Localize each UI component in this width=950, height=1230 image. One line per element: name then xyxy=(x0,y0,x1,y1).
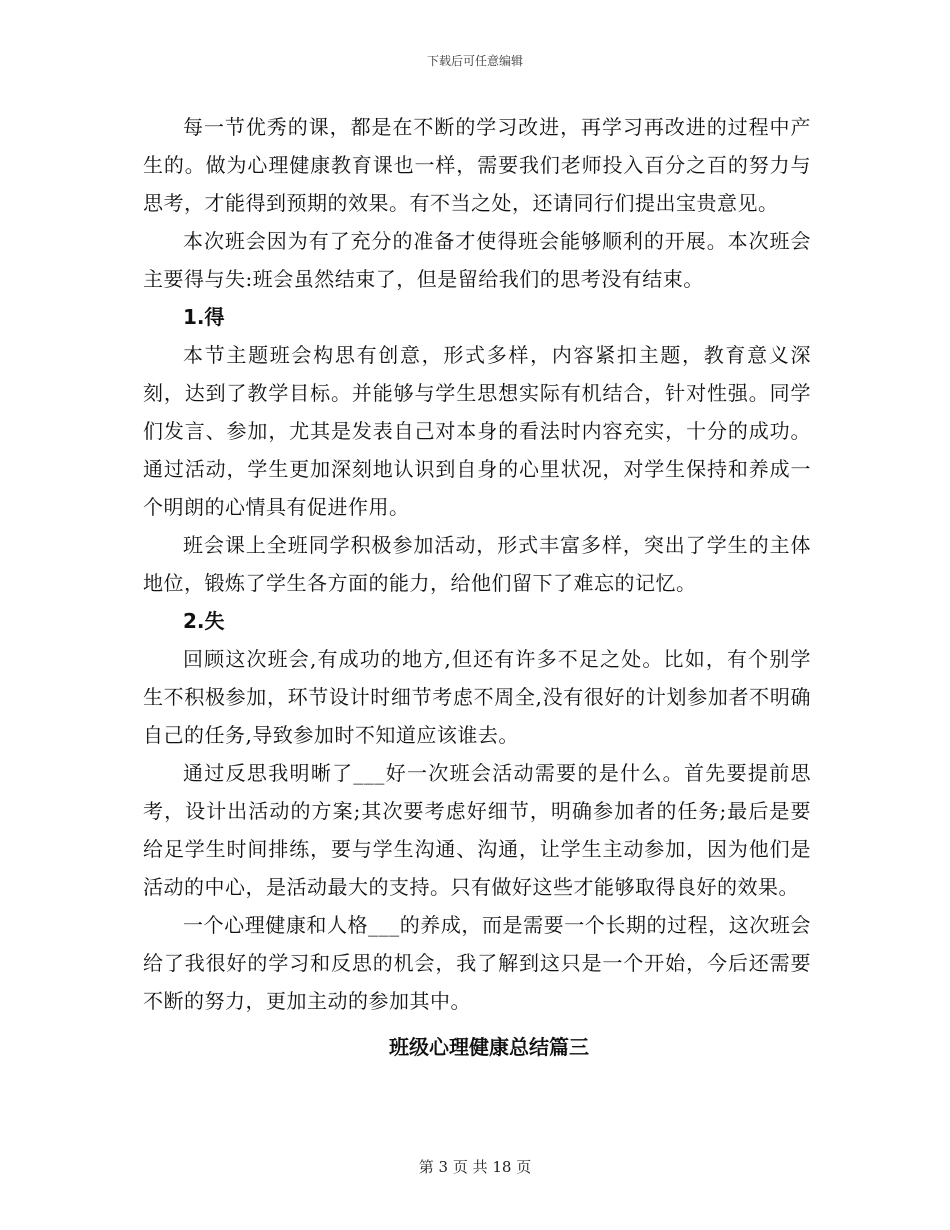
subheading-gains: 1.得 xyxy=(183,305,225,329)
paragraph: 通过反思我明晰了___好一次班会活动需要的是什么。首先要提前思考，设计出活动的方案;其次要考虑好细节，明确参加者的任务;最后是要给足学生时间排练，要与学生沟通、沟通，让学生主动参加，因为他们是活动的中心，是活动最大的支持。只有做好这些才能够取得良好的效果。 xyxy=(143,761,811,899)
paragraph: 一个心理健康和人格___的养成，而是需要一个长期的过程，这次班会给了我很好的学习和反思的机会，我了解到这只是一个开始，今后还需要不断的努力，更加主动的参加其中。 xyxy=(143,913,811,1013)
paragraph: 本节主题班会构思有创意，形式多样，内容紧扣主题，教育意义深刻，达到了教学目标。并能够与学生思想实际有机结合，针对性强。同学们发言、参加，尤其是发表自己对本身的看法时内容充实，十分的成功。通过活动，学生更加深刻地认识到自身的心里状况，对学生保持和养成一个明朗的心情具有促进作用。 xyxy=(143,343,811,519)
document-body xyxy=(143,108,811,1066)
paragraph: 本次班会因为有了充分的准备才使得班会能够顺利的开展。本次班会主要得与失:班会虽然结束了，但是留给我们的思考没有结束。 xyxy=(143,229,811,291)
section-title: 班级心理健康总结篇三 xyxy=(389,1035,589,1059)
page-footer: 第 3 页 共 18 页 xyxy=(418,1158,532,1176)
paragraph: 每一节优秀的课，都是在不断的学习改进，再学习再改进的过程中产生的。做为心理健康教育课也一样，需要我们老师投入百分之百的努力与思考，才能得到预期的效果。有不当之处，还请同行们提出宝贵意见。 xyxy=(143,115,811,215)
page-header-note: 下载后可任意编辑 xyxy=(426,54,523,68)
paragraph: 回顾这次班会,有成功的地方,但还有许多不足之处。比如，有个别学生不积极参加，环节设计时细节考虑不周全,没有很好的计划参加者不明确自己的任务,导致参加时不知道应该谁去。 xyxy=(143,647,811,747)
paragraph: 班会课上全班同学积极参加活动，形式丰富多样，突出了学生的主体地位，锻炼了学生各方面的能力，给他们留下了难忘的记忆。 xyxy=(143,533,811,595)
subheading-losses: 2.失 xyxy=(183,609,225,633)
